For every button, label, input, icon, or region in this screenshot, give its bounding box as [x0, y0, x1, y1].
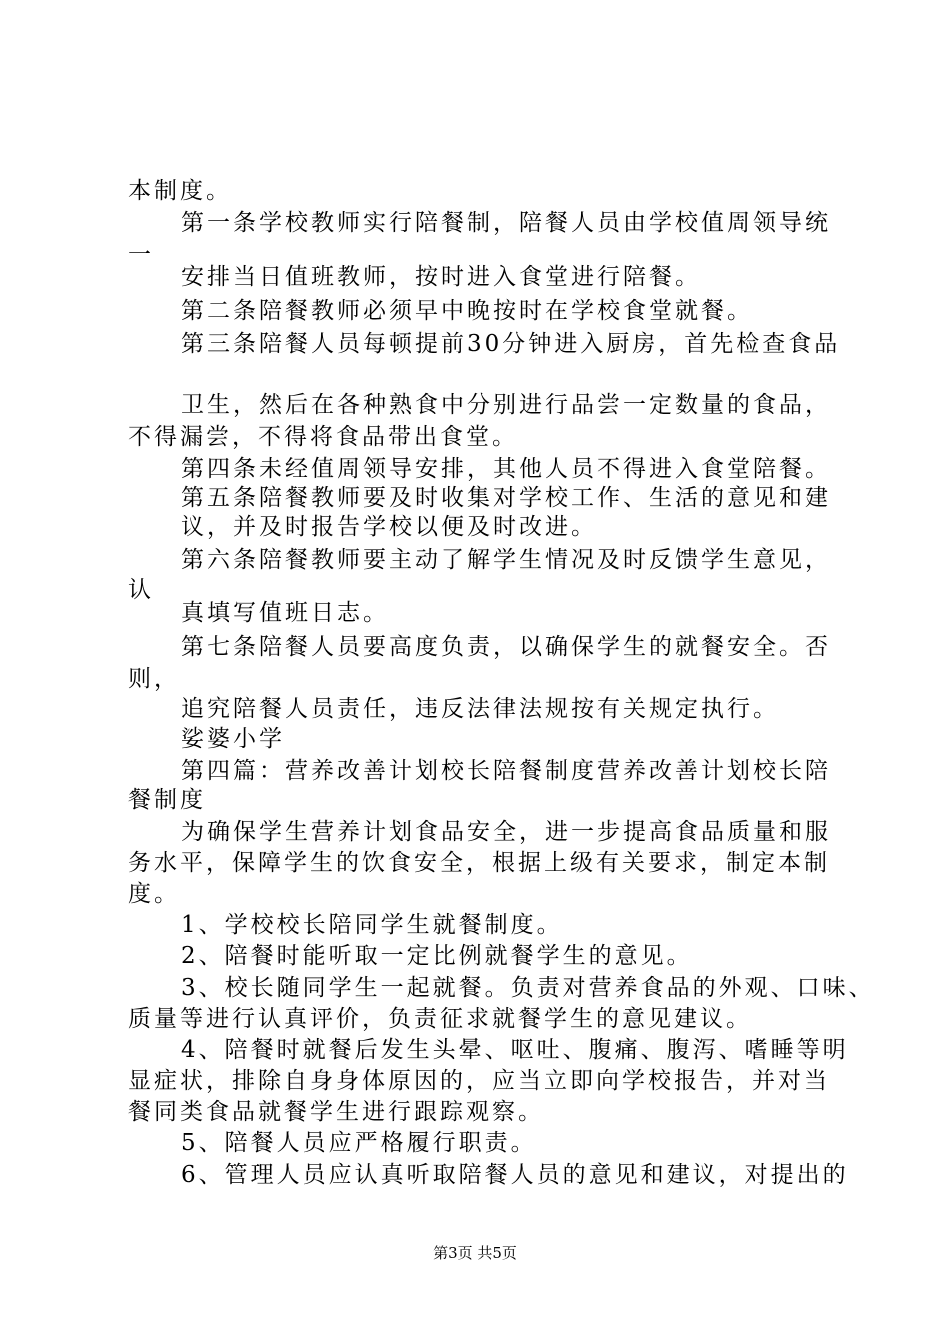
text-line: 认	[128, 577, 154, 603]
article-3-line: 第三条陪餐人员每顿提前30分钟进入厨房，首先检查食品	[181, 331, 841, 357]
text-line: 安排当日值班教师，按时进入食堂进行陪餐。	[181, 264, 701, 290]
text-line: 务水平，保障学生的饮食安全，根据上级有关要求，制定本制	[128, 850, 830, 876]
item-4-line: 4、陪餐时就餐后发生头晕、呕吐、腹痛、腹泻、嗜睡等明	[181, 1037, 849, 1063]
text-line: 真填写值班日志。	[181, 600, 389, 626]
item-6-line: 6、管理人员应认真听取陪餐人员的意见和建议，对提出的	[181, 1162, 849, 1188]
page-footer: 第3页 共5页	[433, 1244, 517, 1262]
section-heading: 第四篇：营养改善计划校长陪餐制度营养改善计划校长陪	[181, 758, 831, 784]
section-heading-cont: 餐制度	[128, 787, 206, 813]
article-4-line: 第四条未经值周领导安排，其他人员不得进入食堂陪餐。	[181, 456, 831, 482]
school-name: 娑婆小学	[181, 726, 285, 752]
item-1-line: 1、学校校长陪同学生就餐制度。	[181, 912, 563, 938]
item-2-line: 2、陪餐时能听取一定比例就餐学生的意见。	[181, 943, 693, 969]
text-line: 质量等进行认真评价，负责征求就餐学生的意见建议。	[128, 1006, 752, 1032]
text-line: 则，	[128, 666, 180, 692]
article-2-line: 第二条陪餐教师必须早中晚按时在学校食堂就餐。	[181, 298, 753, 324]
text-line: 本制度。	[128, 178, 232, 204]
item-3-line: 3、校长随同学生一起就餐。负责对营养食品的外观、口味、	[181, 975, 875, 1001]
text-line: 议，并及时报告学校以便及时改进。	[181, 514, 597, 540]
article-1-line: 第一条学校教师实行陪餐制，陪餐人员由学校值周领导统	[181, 210, 831, 236]
text-line: 度。	[128, 881, 180, 907]
text-line: 餐同类食品就餐学生进行跟踪观察。	[128, 1099, 544, 1125]
text-line: 一	[128, 242, 154, 268]
text-line: 追究陪餐人员责任，违反法律法规按有关规定执行。	[181, 696, 779, 722]
text-line: 不得漏尝，不得将食品带出食堂。	[128, 424, 518, 450]
text-line: 显症状，排除自身身体原因的，应当立即向学校报告，并对当	[128, 1068, 830, 1094]
article-6-line: 第六条陪餐教师要主动了解学生情况及时反馈学生意见，	[181, 547, 831, 573]
article-7-line: 第七条陪餐人员要高度负责，以确保学生的就餐安全。否	[181, 634, 831, 660]
article-5-line: 第五条陪餐教师要及时收集对学校工作、生活的意见和建	[181, 485, 831, 511]
item-5-line: 5、陪餐人员应严格履行职责。	[181, 1130, 537, 1156]
text-line: 卫生，然后在各种熟食中分别进行品尝一定数量的食品，	[181, 392, 831, 418]
intro-line: 为确保学生营养计划食品安全，进一步提高食品质量和服	[181, 819, 831, 845]
